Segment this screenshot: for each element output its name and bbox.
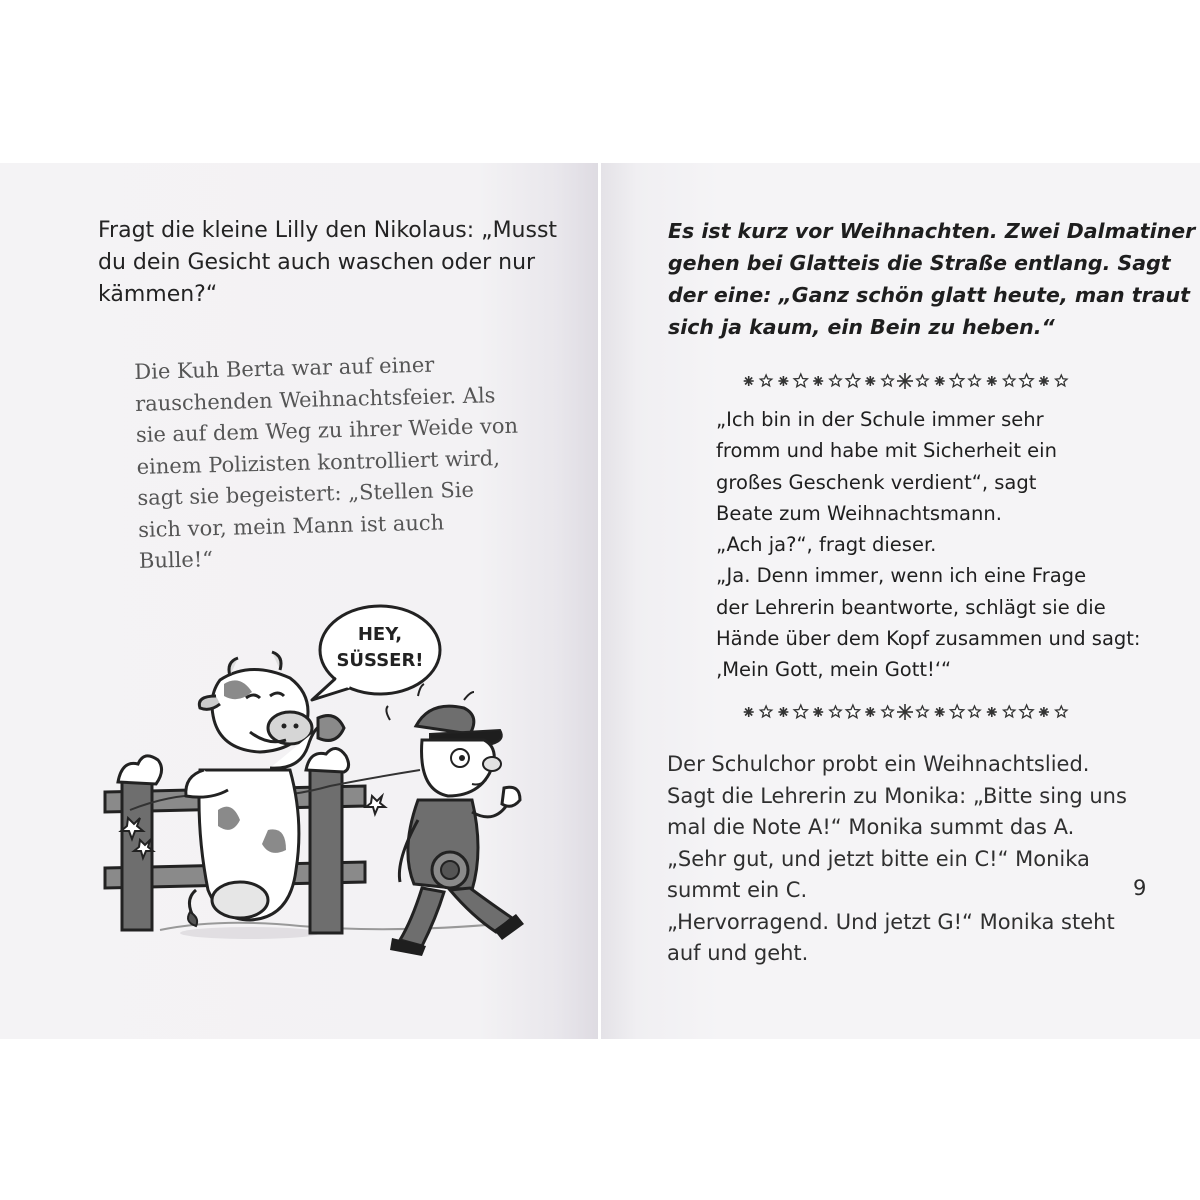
text-line: Hände über dem Kopf zusammen und sagt:	[716, 627, 1141, 651]
text-line: ‚Mein Gott, mein Gott!‘“	[716, 658, 952, 682]
text-line: einem Polizisten kontrolliert wird,	[136, 445, 501, 479]
snowflake-icon	[897, 704, 913, 720]
text-line: Sagt die Lehrerin zu Monika: „Bitte sing uns	[667, 783, 1127, 808]
star-icon	[882, 706, 893, 717]
text-line: „Sehr gut, und jetzt bitte ein C!“ Monika	[667, 846, 1090, 871]
text-line: Der Schulchor probt ein Weihnachtslied.	[667, 752, 1090, 776]
text-line: „Ach ja?“, fragt dieser.	[716, 533, 937, 557]
snowflake-icon	[987, 376, 997, 386]
star-icon	[846, 374, 859, 387]
snowflake-icon	[778, 707, 788, 717]
star-icon	[846, 705, 859, 718]
star-icon	[1004, 706, 1015, 717]
text-line: Es ist kurz vor Weihnachten. Zwei Dalmatiner	[668, 219, 1196, 243]
text-line: sie auf dem Weg zu ihrer Weide von	[135, 413, 519, 447]
text-line: sich ja kaum, ein Bein zu heben.“	[668, 315, 1055, 339]
dalmatiner-joke	[668, 215, 1195, 343]
cow-and-policeman-illustration	[100, 600, 540, 960]
star-icon	[917, 375, 928, 386]
star-divider	[740, 703, 1070, 721]
text-line: großes Geschenk verdient“, sagt	[716, 470, 1037, 494]
text-line: gehen bei Glatteis die Straße entlang. Sagt	[668, 251, 1171, 275]
text-line: „Hervorragend. Und jetzt G!“ Monika steht	[667, 909, 1115, 934]
snowflake-icon	[744, 707, 754, 717]
text-line: Die Kuh Berta war auf einer	[134, 352, 435, 384]
page-number: 9	[1133, 876, 1147, 900]
star-icon	[950, 374, 963, 387]
text-line: der eine: „Ganz schön glatt heute, man traut	[668, 283, 1190, 307]
snowflake-icon	[897, 373, 913, 389]
snowflake-icon	[865, 376, 875, 386]
star-icon	[830, 375, 841, 386]
text-line: rauschenden Weihnachtsfeier. Als	[134, 382, 496, 416]
text-line: kämmen?“	[98, 282, 218, 307]
text-line: sagt sie begeistert: „Stellen Sie	[137, 477, 475, 510]
berta-joke	[134, 348, 522, 578]
text-line: der Lehrerin beantworte, schlägt sie die	[716, 595, 1106, 619]
beate-joke	[716, 404, 1141, 686]
text-line: auf und geht.	[667, 941, 809, 965]
snowflake-icon	[935, 376, 945, 386]
text-line: mal die Note A!“ Monika summt das A.	[667, 815, 1075, 839]
speech-bubble-line: HEY,	[357, 624, 403, 645]
star-icon	[794, 374, 807, 387]
text-line: „Ich bin in der Schule immer sehr	[716, 408, 1044, 431]
snowflake-icon	[813, 707, 823, 717]
star-icon	[917, 706, 928, 717]
snowflake-icon	[744, 376, 754, 386]
schulchor-joke	[667, 749, 1127, 970]
text-line: summt ein C.	[667, 878, 808, 902]
snowflake-icon	[1039, 707, 1049, 717]
star-icon	[1056, 375, 1067, 386]
star-icon	[950, 705, 963, 718]
text-line: du dein Gesicht auch waschen oder nur	[98, 250, 536, 275]
star-icon	[794, 705, 807, 718]
snowflake-icon	[987, 707, 997, 717]
speech-bubble-line: SÜSSER!	[336, 650, 424, 671]
star-icon	[969, 706, 980, 717]
star-icon	[760, 706, 772, 717]
text-line: „Ja. Denn immer, wenn ich eine Frage	[716, 564, 1087, 588]
star-icon	[882, 375, 893, 386]
lilly-joke	[98, 215, 557, 311]
text-line: Fragt die kleine Lilly den Nikolaus: „Musst	[98, 218, 558, 243]
text-line: sich vor, mein Mann ist auch	[137, 509, 445, 542]
star-icon	[1020, 374, 1033, 387]
snowflake-icon	[935, 707, 945, 717]
star-icon	[1020, 705, 1033, 718]
star-icon	[1056, 706, 1067, 717]
policeman-icon	[386, 684, 524, 956]
snowflake-icon	[1039, 376, 1049, 386]
text-line: fromm und habe mit Sicherheit ein	[716, 439, 1057, 463]
snowflake-icon	[865, 707, 875, 717]
snowflake-icon	[778, 376, 788, 386]
star-icon	[830, 706, 841, 717]
text-line: Bulle!“	[138, 547, 214, 573]
star-icon	[969, 375, 980, 386]
star-icon	[760, 375, 772, 386]
text-line: Beate zum Weihnachtsmann.	[716, 501, 1002, 525]
star-icon	[1004, 375, 1015, 386]
snowflake-icon	[813, 376, 823, 386]
star-divider	[740, 372, 1070, 390]
